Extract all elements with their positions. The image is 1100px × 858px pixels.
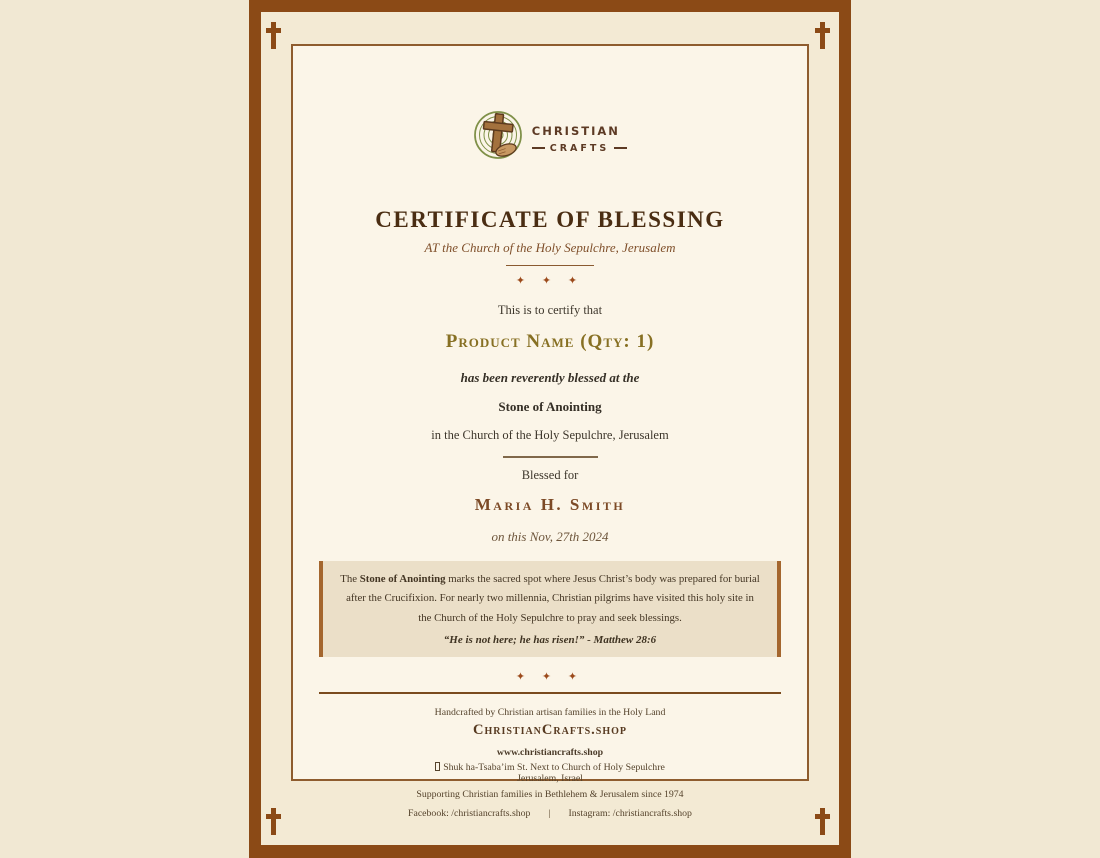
logo-brand-top: CHRISTIAN [531, 123, 620, 138]
product-name: Product Name (Qty: 1) [445, 331, 655, 352]
section-divider [503, 456, 598, 458]
info-box-bold-term: Stone of Anointing [359, 573, 446, 585]
address-line-2: Jerusalem, Israel [517, 773, 583, 785]
logo-emblem-icon [473, 110, 523, 165]
certificate-subtitle: AT the Church of the Holy Sepulchre, Jerusalem [424, 240, 676, 255]
info-box-body: The Stone of Anointing marks the sacred spot where Jesus Christ’s body was prepared for burial after the Crucifixion. For nearly two millennia, Christian pilgrims have visited this holy site in the Church of the Holy Sepulchre to pray and seek blessings. [340, 573, 760, 624]
blessed-for-label: Blessed for [521, 468, 579, 482]
location-line: in the Church of the Holy Sepulchre, Jerusalem [431, 428, 669, 442]
logo-dash-left [532, 147, 545, 149]
social-links-row [293, 808, 807, 819]
blessed-line: has been reverently blessed at the [460, 370, 640, 385]
cross-icon [815, 808, 830, 835]
frame-inner-margin [261, 12, 839, 845]
scripture-quote: “He is not here; he has risen!” - Matthew 28:6 [443, 634, 657, 647]
cross-ornament-row: ✦ ✦ ✦ [515, 671, 585, 684]
stone-of-anointing-info-box [319, 561, 781, 657]
certificate-frame [249, 0, 851, 858]
brand-logo [293, 110, 807, 165]
instagram-handle: Instagram: /christiancrafts.shop [568, 808, 692, 820]
location-name: Stone of Anointing [498, 399, 602, 414]
certificate [291, 44, 809, 820]
logo-wordmark [532, 122, 627, 154]
cross-ornament-row: ✦ ✦ ✦ [515, 275, 585, 287]
cross-icon [266, 808, 281, 835]
cross-icon [815, 22, 830, 49]
brand-name: ChristianCrafts.shop [472, 722, 628, 739]
missing-glyph-icon [435, 762, 440, 771]
address-line-1: Shuk ha-Tsaba’im St. Next to Church of Holy Sepulchre [293, 762, 807, 773]
logo-dash-right [614, 147, 627, 149]
certificate-title: CERTIFICATE OF BLESSING [375, 207, 725, 232]
social-separator: | [548, 808, 551, 820]
footer-divider [319, 692, 781, 694]
handcrafted-line: Handcrafted by Christian artisan families in the Holy Land [434, 707, 666, 719]
supporting-line: Supporting Christian families in Bethlehem & Jerusalem since 1974 [416, 789, 684, 801]
website-url: www.christiancrafts.shop [496, 747, 604, 759]
certify-line: This is to certify that [497, 303, 603, 317]
blessing-date: on this Nov, 27th 2024 [491, 529, 609, 544]
recipient-name: Maria H. Smith [474, 495, 626, 514]
cross-icon [266, 22, 281, 49]
logo-brand-bottom: CRAFTS [549, 142, 610, 154]
subtitle-divider [506, 265, 594, 266]
facebook-handle: Facebook: /christiancrafts.shop [408, 808, 531, 820]
